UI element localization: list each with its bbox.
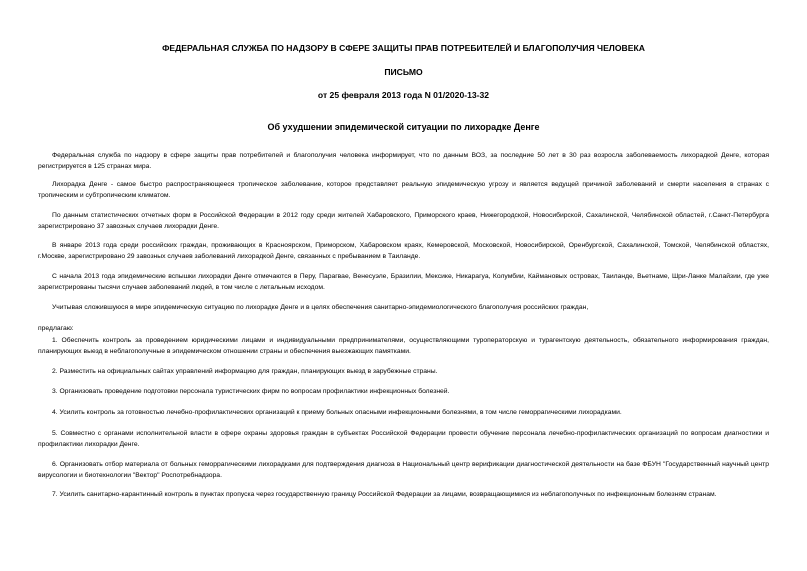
paragraph-2012-statistics: По данным статистических отчетных форм в Российской Федерации в 2012 году среди жителей Хабаровского, Приморского краев, Нижегородской, Новосибирской, Сахалинской, Челябинской областей, г.Санкт-Петербурга зарегистрировано 37 завозных случаев лихорадки Денге. <box>38 212 769 230</box>
paragraph-outbreaks: С начала 2013 года эпидемические вспышки лихорадки Денге отмечаются в Перу, Парагвае, Венесуэле, Бразилии, Мексике, Никарагуа, Колумбии, Каймановых островах, Таиланде, Вьетнаме, Шри-Ланке Малайзии, где уже зарегистрированы тысячи случаев заболеваний людей, в том числе с летальным исходом. <box>38 273 769 291</box>
letter-date-number: от 25 февраля 2013 года N 01/2020-13-32 <box>317 90 490 100</box>
list-item-2: 2. Разместить на официальных сайтах управлений информацию для граждан, планирующих выезд в зарубежные страны. <box>52 368 438 375</box>
list-item-7: 7. Усилить санитарно-карантинный контроль в пунктах пропуска через государственную границу Российской Федерации за лицами, возвращающимися из неблагополучных по инфекционным болезням странам. <box>52 491 717 498</box>
list-item-4: 4. Усилить контроль за готовностью лечебно-профилактических организаций к приему больных опасными инфекционными болезнями, в том числе геморрагическими лихорадками. <box>52 409 622 416</box>
list-item-1: 1. Обеспечить контроль за проведением юридическими лицами и индивидуальными предпринимателями, осуществляющими туроператорскую и турагентскую деятельность, обязательного информирования граждан, планирующих выезд в неблагополучные в эпидемическом отношении страны и обеспечения выезжающих памятками. <box>38 337 769 355</box>
list-item-3: 3. Организовать проведение подготовки персонала туристических фирм по вопросам профилактики инфекционных болезней. <box>52 388 450 395</box>
letter-subject: Об ухудшении эпидемической ситуации по лихорадке Денге <box>267 122 540 132</box>
paragraph-2013-january: В январе 2013 года среди российских граждан, проживающих в Красноярском, Приморском, Хабаровском краях, Кемеровской, Московской, Новосибирской, Оренбургской, Сахалинской, Томской, Челябинской областях, г.Москве, зарегистрировано 29 завозных случаев заболеваний лихорадкой Денге, связанных с пребыванием в Таиланде. <box>38 242 769 260</box>
list-item-6: 6. Организовать отбор материала от больных геморрагическими лихорадками для подтверждения диагноза в Национальный центр верификации диагностической деятельности на базе ФБУН "Государственный научный центр вирусологии и биотехнологии "Вектор" Роспотребнадзора. <box>38 461 769 479</box>
paragraph-who-data: Федеральная служба по надзору в сфере защиты прав потребителей и благополучия человека информирует, что по данным ВОЗ, за последние 50 лет в 30 раз возросла заболеваемость лихорадкой Денге, которая регистрируется в 125 странах мира. <box>38 152 769 170</box>
proposed-label: предлагаю: <box>38 325 74 332</box>
document-type: ПИСЬМО <box>384 67 423 77</box>
list-item-5: 5. Совместно с органами исполнительной власти в сфере охраны здоровья граждан в субъектах Российской Федерации провести обучение персонала лечебно-профилактических организаций по вопросам диагностики и профилактики лихорадки Денге. <box>38 430 769 448</box>
paragraph-dengue-description: Лихорадка Денге - самое быстро распространяющееся тропическое заболевание, которое представляет реальную эпидемическую угрозу и является ведущей причиной заболеваний и смерти населения в странах с тропическим и субтропическим климатом. <box>38 181 769 199</box>
agency-heading: ФЕДЕРАЛЬНАЯ СЛУЖБА ПО НАДЗОРУ В СФЕРЕ ЗАЩИТЫ ПРАВ ПОТРЕБИТЕЛЕЙ И БЛАГОПОЛУЧИЯ ЧЕЛОВЕКА <box>162 43 645 53</box>
paragraph-considering: Учитывая сложившуюся в мире эпидемическую ситуацию по лихорадке Денге и в целях обеспечения санитарно-эпидемиологического благополучия российских граждан, <box>52 304 589 311</box>
